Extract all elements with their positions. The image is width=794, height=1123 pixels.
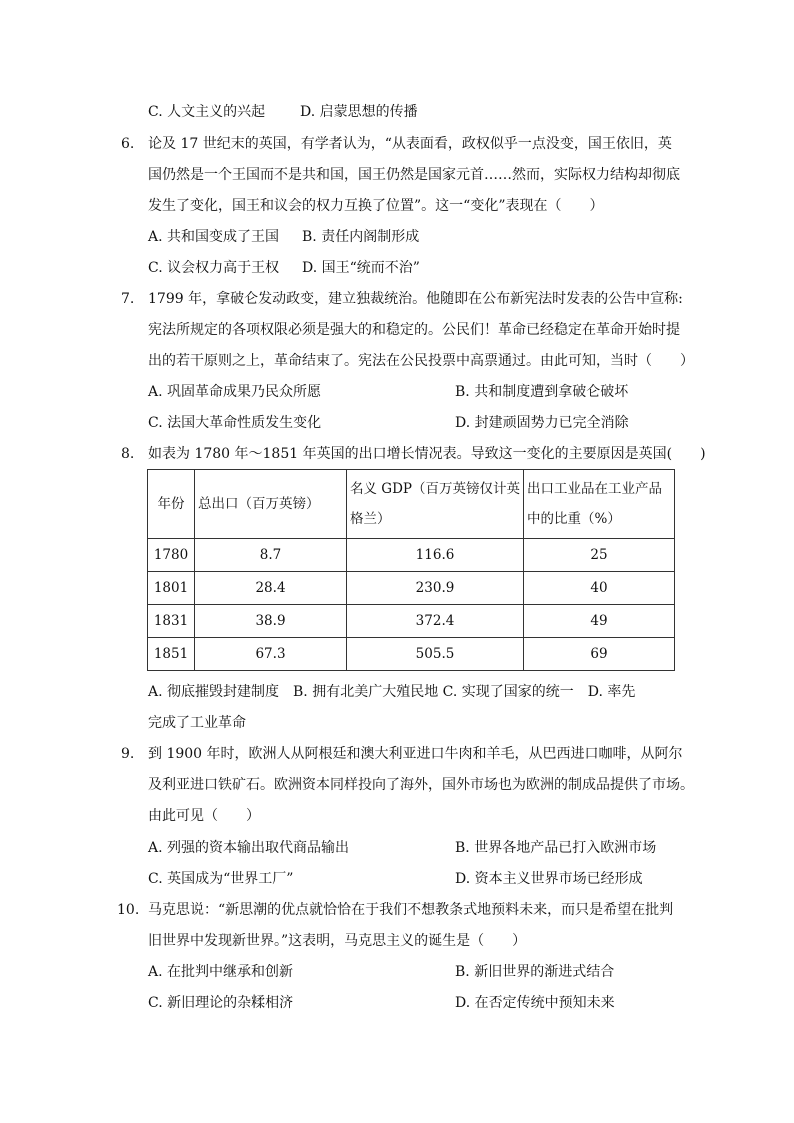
table-cell: 1780 <box>148 539 195 572</box>
q7-option-a: A. 巩固革命成果乃民众所愿 <box>148 384 322 400</box>
q8-number: 8. <box>121 446 135 462</box>
table-cell: 505.5 <box>347 638 524 671</box>
table-header-nominal-gdp: 名义 GDP（百万英镑仅计英格兰） <box>347 470 524 539</box>
q9-option-c: C. 英国成为“世界工厂” <box>148 871 294 887</box>
q6-option-a: A. 共和国变成了王国 <box>148 229 280 245</box>
q7-stem-line-1: 1799 年，拿破仑发动政变，建立独裁统治。他随即在公布新宪法时发表的公告中宣称: <box>148 291 683 307</box>
q10-option-c: C. 新旧理论的杂糅相济 <box>148 995 294 1011</box>
table-cell: 1851 <box>148 638 195 671</box>
table-header-row <box>148 470 675 539</box>
export-growth-table <box>147 469 675 671</box>
q6-option-c: C. 议会权力高于王权 <box>148 260 280 276</box>
q9-stem-line-3: 由此可见（ ） <box>148 808 260 824</box>
q6-stem-line-3: 发生了变化，国王和议会的权力互换了位置”。这一“变化”表现在（ ） <box>148 198 604 214</box>
q9-stem-line-1: 到 1900 年时，欧洲人从阿根廷和澳大利亚进口牛肉和羊毛，从巴西进口咖啡，从阿尔 <box>148 746 683 762</box>
q9-option-d: D. 资本主义世界市场已经形成 <box>455 871 643 887</box>
table-header-export-share: 出口工业品在工业产品中的比重（%） <box>524 470 675 539</box>
table-cell: 67.3 <box>195 638 347 671</box>
q7-stem-line-3: 出的若干原则之上，革命结束了。宪法在公民投票中高票通过。由此可知，当时（ ） <box>148 353 694 369</box>
table-cell: 1801 <box>148 572 195 605</box>
table-cell: 1831 <box>148 605 195 638</box>
q10-option-d: D. 在否定传统中预知未来 <box>455 995 615 1011</box>
q10-stem-line-2: 旧世界中发现新世界。”这表明，马克思主义的诞生是（ ） <box>148 933 527 949</box>
q9-number: 9. <box>121 746 135 762</box>
q7-number: 7. <box>121 291 135 307</box>
q10-number: 10. <box>117 902 140 918</box>
q8-stem: 如表为 1780 年～1851 年英国的出口增长情况表。导致这一变化的主要原因是英国( ) <box>148 446 706 462</box>
table-cell: 230.9 <box>347 572 524 605</box>
q8-options-line: A. 彻底摧毁封建制度 B. 拥有北美广大殖民地 C. 实现了国家的统一 D. 率先 <box>148 684 636 700</box>
q8-options-line-2: 完成了工业革命 <box>148 715 246 731</box>
table-cell: 69 <box>524 638 675 671</box>
q9-option-b: B. 世界各地产品已打入欧洲市场 <box>455 840 657 856</box>
q6-number: 6. <box>121 136 135 152</box>
table-cell: 28.4 <box>195 572 347 605</box>
table-row <box>148 539 675 572</box>
q10-option-b: B. 新旧世界的渐进式结合 <box>455 964 615 980</box>
table-cell: 49 <box>524 605 675 638</box>
table-row <box>148 605 675 638</box>
q7-option-c: C. 法国大革命性质发生变化 <box>148 415 322 431</box>
q7-stem-line-2: 宪法所规定的各项权限必须是强大的和稳定的。公民们！革命已经稳定在革命开始时提 <box>148 322 680 338</box>
table-header-year: 年份 <box>148 470 195 539</box>
q6-stem-line-1: 论及 17 世纪末的英国，有学者认为，“从表面看，政权似乎一点没变，国王依旧，英 <box>148 136 672 152</box>
q5-option-d: D. 启蒙思想的传播 <box>300 104 418 120</box>
q5-option-c: C. 人文主义的兴起 <box>148 104 266 120</box>
q9-option-a: A. 列强的资本输出取代商品输出 <box>148 840 350 856</box>
table-cell: 116.6 <box>347 539 524 572</box>
table-cell: 38.9 <box>195 605 347 638</box>
q9-stem-line-2: 及利亚进口铁矿石。欧洲资本同样投向了海外，国外市场也为欧洲的制成品提供了市场。 <box>148 777 694 793</box>
q7-option-d: D. 封建顽固势力已完全消除 <box>455 415 629 431</box>
table-row <box>148 638 675 671</box>
q7-option-b: B. 共和制度遭到拿破仑破坏 <box>455 384 629 400</box>
q6-option-d: D. 国王“统而不治” <box>302 260 420 276</box>
table-cell: 8.7 <box>195 539 347 572</box>
q10-option-a: A. 在批判中继承和创新 <box>148 964 294 980</box>
q6-stem-line-2: 国仍然是一个王国而不是共和国，国王仍然是国家元首……然而，实际权力结构却彻底 <box>148 167 680 183</box>
table-cell: 40 <box>524 572 675 605</box>
q6-option-b: B. 责任内阁制形成 <box>302 229 420 245</box>
q10-stem-line-1: 马克思说：“新思潮的优点就恰恰在于我们不想教条式地预料未来，而只是希望在批判 <box>148 902 674 918</box>
table-cell: 372.4 <box>347 605 524 638</box>
table-row <box>148 572 675 605</box>
table-header-total-export: 总出口（百万英镑） <box>195 470 347 539</box>
table-cell: 25 <box>524 539 675 572</box>
